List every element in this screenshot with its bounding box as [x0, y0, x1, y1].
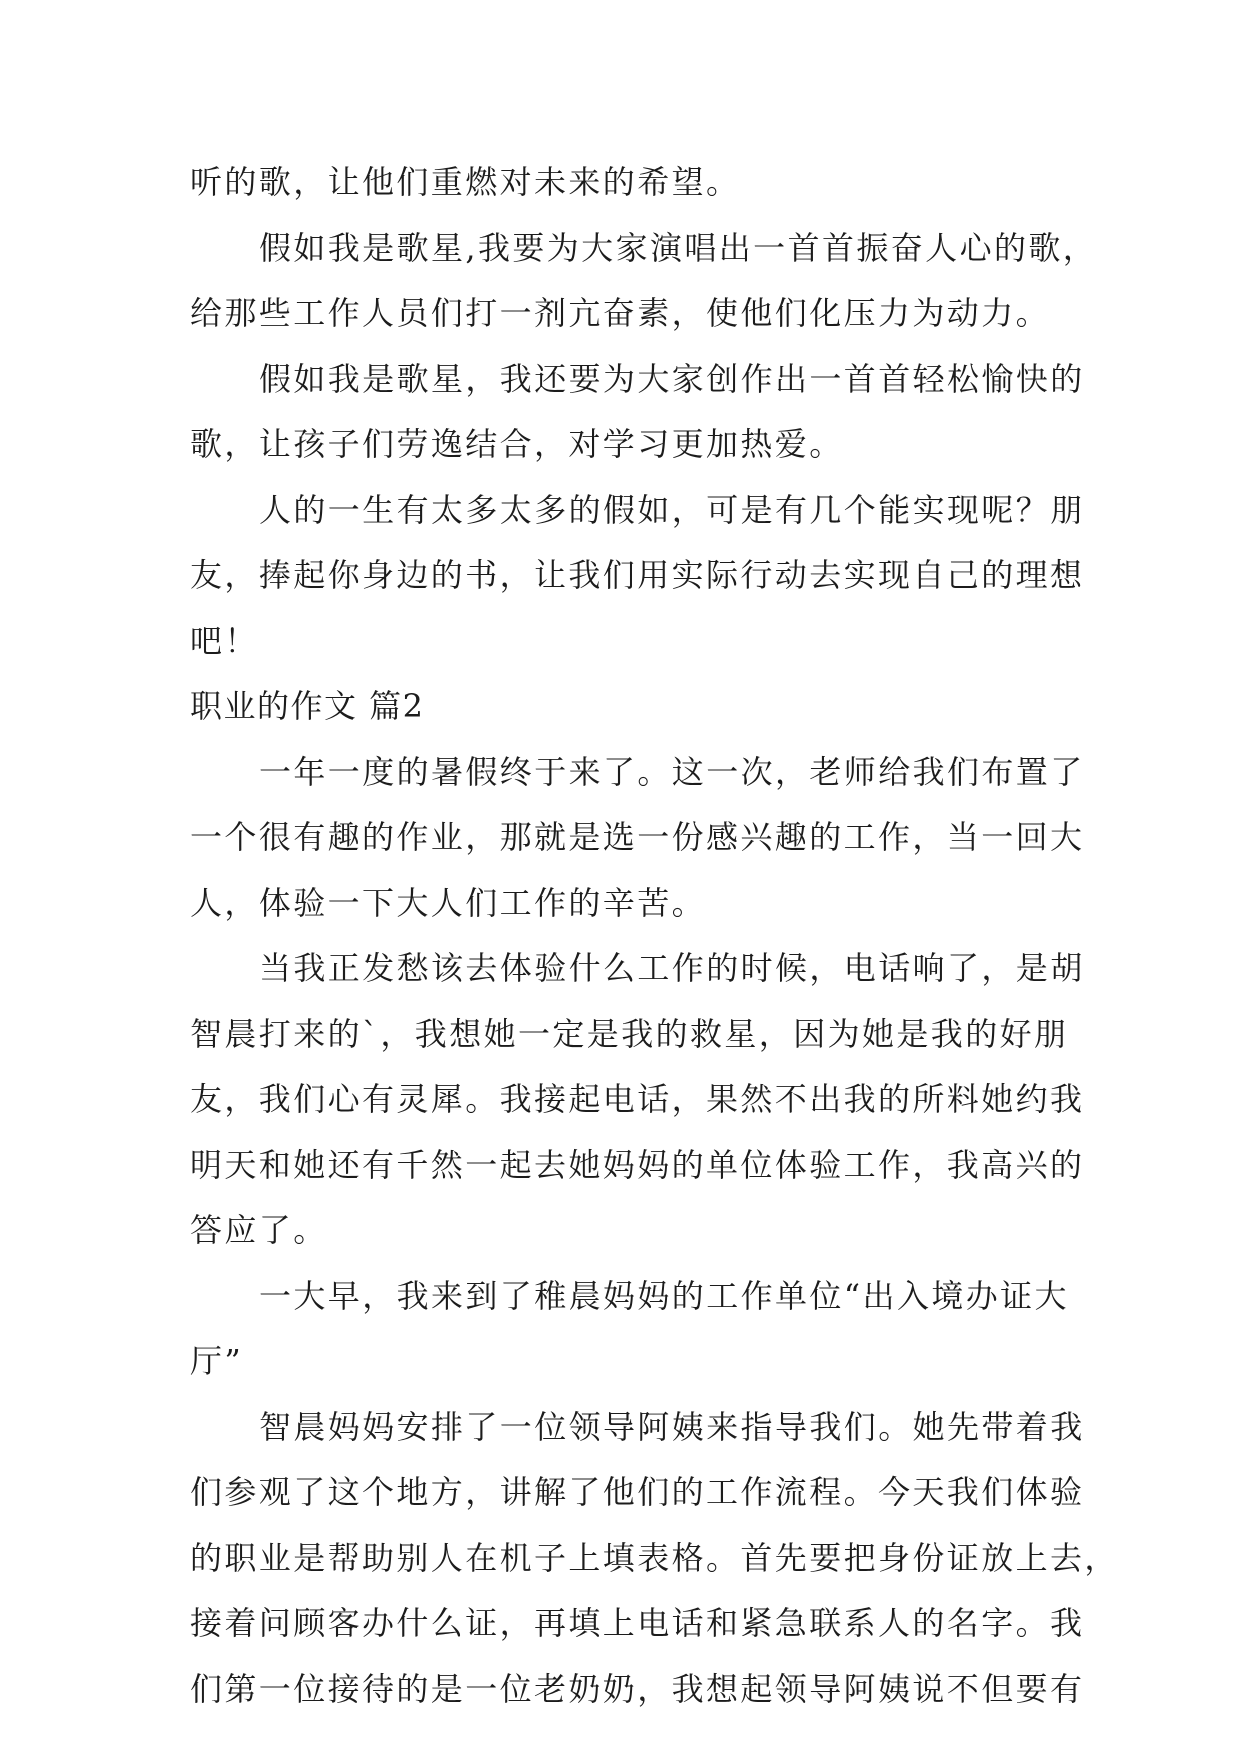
- paragraph-start-line: 一大早，我来到了稚晨妈妈的工作单位“出入境办证大: [259, 1276, 1069, 1315]
- document-page: [190, 150, 1119, 1722]
- paragraph-start-line: 假如我是歌星，我还要为大家创作出一首首轻松愉快的: [259, 359, 1085, 398]
- text-line: 智晨打来的`，我想她一定是我的救星，因为她是我的好朋: [190, 1014, 1069, 1053]
- text-line: 接着问顾客办什么证，再填上电话和紧急联系人的名字。我: [190, 1604, 1085, 1642]
- text-line: 的职业是帮助别人在机子上填表格。首先要把身份证放上去，: [190, 1538, 1119, 1577]
- text-line: 一个很有趣的作业，那就是选一份感兴趣的工作，当一回大: [190, 818, 1085, 856]
- text-line: 友，我们心有灵犀。我接起电话，果然不出我的所料她约我: [190, 1080, 1085, 1118]
- paragraph-start-line: 一年一度的暑假终于来了。这一次，老师给我们布置了: [259, 752, 1085, 791]
- section-heading: 职业的作文 篇2: [190, 687, 425, 725]
- text-line: 们参观了这个地方，讲解了他们的工作流程。今天我们体验: [190, 1473, 1085, 1511]
- text-line: 答应了。: [190, 1211, 328, 1249]
- text-line: 听的歌，让他们重燃对未来的希望。: [190, 163, 741, 201]
- paragraph-start-line: 人的一生有太多太多的假如，可是有几个能实现呢？朋: [259, 490, 1085, 529]
- text-line: 给那些工作人员们打一剂亢奋素，使他们化压力为动力。: [190, 294, 1051, 332]
- text-line: 友，捧起你身边的书，让我们用实际行动去实现自己的理想: [190, 556, 1085, 594]
- text-line: 明天和她还有千然一起去她妈妈的单位体验工作，我高兴的: [190, 1145, 1085, 1184]
- text-line: 人，体验一下大人们工作的辛苦。: [190, 883, 707, 922]
- text-line: 吧！: [190, 621, 259, 660]
- paragraph-start-line: 当我正发愁该去体验什么工作的时候，电话响了，是胡: [259, 949, 1085, 987]
- paragraph-start-line: 智晨妈妈安排了一位领导阿姨来指导我们。她先带着我: [259, 1407, 1085, 1446]
- text-line: 们第一位接待的是一位老奶奶，我想起领导阿姨说不但要有: [190, 1669, 1085, 1708]
- text-line: 歌，让孩子们劳逸结合，对学习更加热爱。: [190, 425, 844, 463]
- paragraph-start-line: 假如我是歌星,我要为大家演唱出一首首振奋人心的歌，: [259, 228, 1098, 267]
- text-line: 厅”: [190, 1342, 244, 1380]
